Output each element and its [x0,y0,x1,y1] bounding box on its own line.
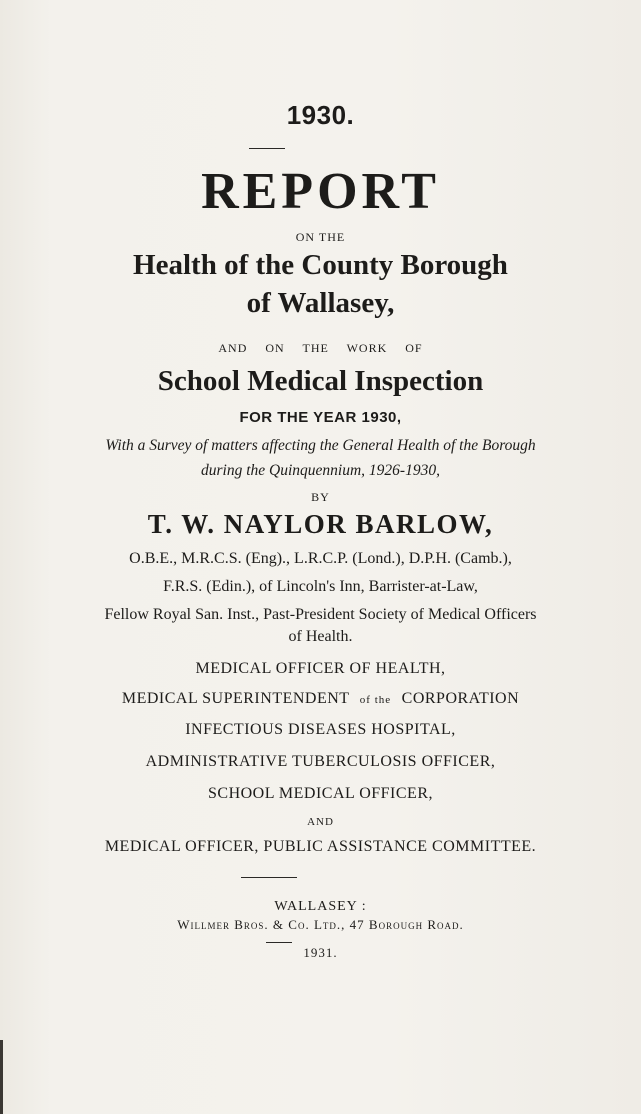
role-line-3: INFECTIOUS DISEASES HOSPITAL, [185,721,456,738]
and-on-work-label: AND ON THE WORK OF [218,341,423,355]
divider-rule [241,877,297,878]
role-line-6: MEDICAL OFFICER, PUBLIC ASSISTANCE COMMITTEE. [104,838,537,855]
qualifications-line-3: Fellow Royal San. Inst., Past-President Society of Medical Officers [104,606,537,623]
role-line-4: ADMINISTRATIVE TUBERCULOSIS OFFICER, [145,753,496,770]
survey-line-1: With a Survey of matters affecting the General Health of the Borough [105,437,536,454]
qualifications-line-2: F.R.S. (Edin.), of Lincoln's Inn, Barrister-at-Law, [163,578,478,595]
survey-line-2: during the Quinquennium, 1926-1930, [201,462,440,479]
report-title: REPORT [201,163,440,220]
author-name: T. W. NAYLOR BARLOW, [147,509,494,539]
role-of-the: of the [359,694,392,706]
publication-year: 1931. [303,945,338,960]
year-heading: 1930. [286,100,355,130]
on-the-label: ON THE [295,230,346,244]
divider-rule [249,148,285,149]
subject-line-1: Health of the County Borough [133,249,508,281]
divider-rule [266,942,292,943]
and-label: AND [307,816,334,828]
qualifications-line-4: of Health. [288,628,353,645]
subject-line-2: of Wallasey, [246,287,395,319]
publisher-place: WALLASEY : [274,899,367,914]
role-line-5: SCHOOL MEDICAL OFFICER, [208,785,433,802]
role-corporation: CORPORATION [401,690,520,707]
role-medical-superintendent: MEDICAL SUPERINTENDENT [121,690,350,707]
school-medical-heading: School Medical Inspection [157,365,484,397]
by-label: BY [311,490,330,504]
publisher-name: Willmer Bros. & Co. Ltd., 47 Borough Road. [177,917,464,932]
role-line-1: MEDICAL OFFICER OF HEALTH, [195,660,446,677]
qualifications-line-1: O.B.E., M.R.C.S. (Eng)., L.R.C.P. (Lond.), D.P.H. (Camb.), [129,550,512,567]
for-year-label: FOR THE YEAR 1930, [239,409,402,426]
page-edge-shadow [0,1040,3,1114]
role-line-2 [0,690,641,708]
